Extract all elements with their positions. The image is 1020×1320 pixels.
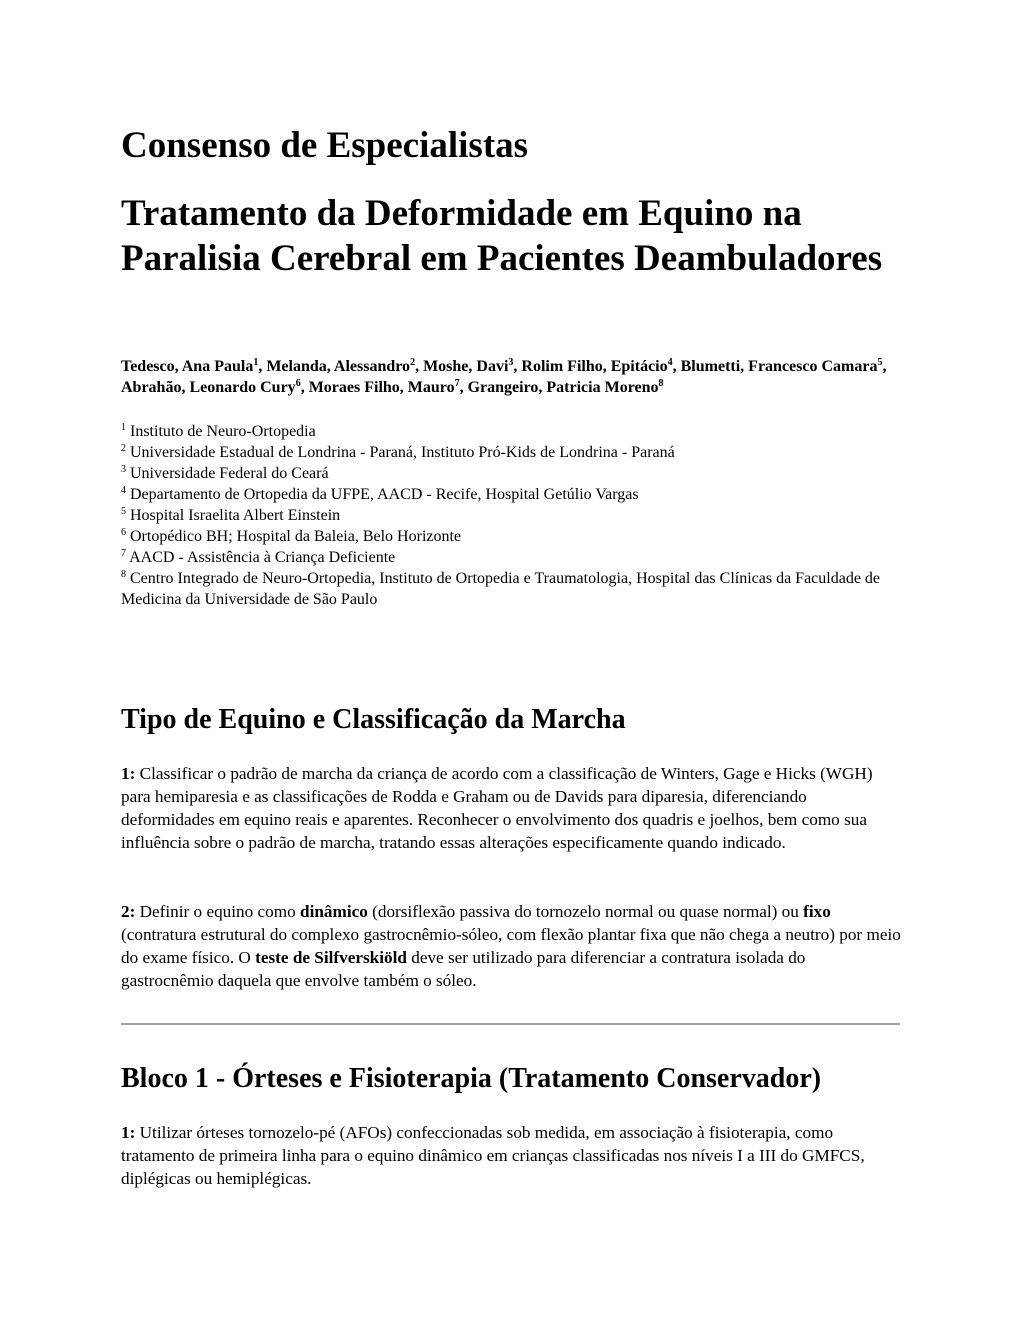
author-name: Melanda, Alessandro [266, 358, 411, 375]
item-text: (dorsiflexão passiva do tornozelo normal ou quase normal) ou [367, 902, 804, 921]
affiliation-mark: 1 [121, 422, 126, 433]
item-text: (contratura estrutural do complexo gastrocnêmio-sóleo, com flexão plantar fixa que não chega a neutro) por meio do exame físico. O [121, 925, 901, 967]
item-text: Classificar o padrão de marcha da criança de acordo com a classificação de Winters, Gage e Hicks (WGH) para hemiparesia e as classificações de Rodda e Graham ou de Davids para diparesia, diferenciando deformidades em equino reais e aparentes. Reconhecer o envolvimento dos quadris e joelhos, bem como sua influência sobre o padrão de marcha, tratando essas alterações especificamente quando indicado. [121, 764, 873, 852]
author-name: Moraes Filho, Mauro [308, 379, 455, 396]
affiliation-mark: 7 [121, 548, 126, 559]
affiliation-item [121, 463, 902, 484]
affiliation-item [121, 547, 902, 568]
affiliation-text: Departamento de Ortopedia da UFPE, AACD - Recife, Hospital Getúlio Vargas [130, 486, 639, 503]
affiliation-list [121, 421, 902, 610]
author-mark: 2 [410, 357, 416, 368]
affiliation-text: Centro Integrado de Neuro-Ortopedia, Instituto de Ortopedia e Traumatologia, Hospital das Clínicas da Faculdade de Medicina da Universidade de São Paulo [121, 570, 881, 608]
author-mark: 6 [295, 378, 301, 389]
affiliation-text: Hospital Israelita Albert Einstein [130, 507, 341, 524]
affiliation-item [121, 442, 902, 463]
affiliation-mark: 3 [121, 464, 126, 475]
author-mark: 1 [253, 357, 259, 368]
section-heading-bloco1: Bloco 1 - Órteses e Fisioterapia (Tratamento Conservador) [121, 1063, 822, 1094]
item-text: Utilizar órteses tornozelo-pé (AFOs) confeccionadas sob medida, em associação à fisioterapia, como tratamento de primeira linha para o equino dinâmico em crianças classificadas nos níveis I a III do GMFCS, diplégicas ou hemiplégicas. [121, 1123, 865, 1188]
affiliation-mark: 5 [121, 506, 126, 517]
author-list: Tedesco, Ana Paula$^1$, Melanda, Alessandro$^2$, Moshe, Davi$^3$, Rolim Filho, Epitácio$^4$, Blumetti, Francesco Camara$^5$, Abrahão, Leonardo Cury$^6$, Moraes Filho, Mauro$^7$, Grangeiro, Patricia Moreno$^8$ [121, 357, 887, 396]
author-mark: 4 [667, 357, 673, 368]
item-emphasis: dinâmico [300, 902, 368, 921]
author-name: Tedesco, Ana Paula [121, 358, 254, 375]
section-divider [121, 1023, 900, 1025]
author-mark: 7 [454, 378, 460, 389]
affiliation-mark: 2 [121, 443, 126, 454]
item-number: 1: [121, 764, 136, 783]
item-emphasis: fixo [803, 902, 831, 921]
affiliation-text: AACD - Assistência à Criança Deficiente [129, 549, 396, 566]
recommendation-paragraph [121, 762, 902, 854]
affiliation-text: Universidade Estadual de Londrina - Paraná, Instituto Pró-Kids de Londrina - Paraná [130, 444, 675, 461]
author-name: Abrahão, Leonardo Cury [121, 379, 296, 396]
author-mark: 8 [658, 378, 664, 389]
item-text: deve ser utilizado para diferenciar a contratura isolada do gastrocnêmio daquela que envolve também o sóleo. [121, 948, 806, 990]
affiliation-mark: 4 [121, 485, 126, 496]
affiliation-item [121, 421, 902, 442]
document-title: Tratamento da Deformidade em Equino na Paralisia Cerebral em Pacientes Deambuladores [121, 193, 883, 279]
author-name: Grangeiro, Patricia Moreno [467, 379, 659, 396]
author-mark: 3 [508, 357, 514, 368]
item-number: 2: [121, 902, 136, 921]
recommendation-paragraph [121, 900, 902, 992]
item-number: 1: [121, 1123, 136, 1142]
item-emphasis: teste de Silfverskiöld [255, 948, 407, 967]
author-mark: 5 [877, 357, 883, 368]
item-text: Definir o equino como [135, 902, 301, 921]
recommendation-paragraph [121, 1121, 902, 1190]
affiliation-text: Universidade Federal do Ceará [130, 465, 329, 482]
affiliation-item [121, 568, 902, 610]
affiliation-item [121, 484, 902, 505]
section-heading-tipo: Tipo de Equino e Classificação da Marcha [121, 704, 626, 735]
author-name: Rolim Filho, Epitácio [521, 358, 668, 375]
affiliation-mark: 6 [121, 527, 126, 538]
affiliation-text: Instituto de Neuro-Ortopedia [130, 423, 316, 440]
affiliation-text: Ortopédico BH; Hospital da Baleia, Belo Horizonte [130, 528, 462, 545]
document-label: Consenso de Especialistas [121, 125, 529, 166]
author-name: Moshe, Davi [423, 358, 509, 375]
affiliation-item [121, 505, 902, 526]
affiliation-item [121, 526, 902, 547]
affiliation-mark: 8 [121, 569, 126, 580]
author-name: Blumetti, Francesco Camara [680, 358, 878, 375]
